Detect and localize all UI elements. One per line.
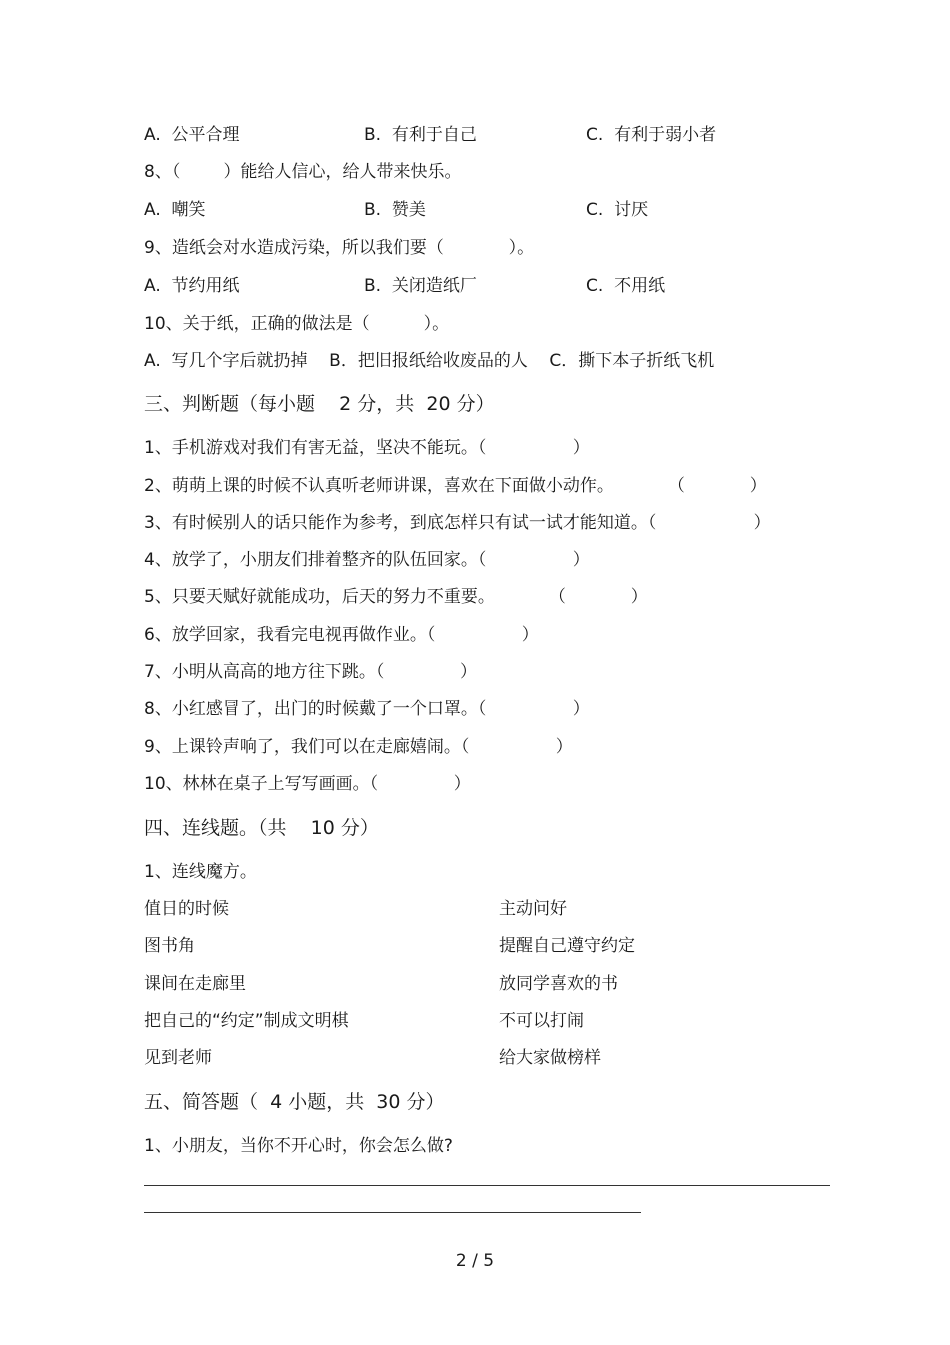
judge-item: 9、上课铃声响了，我们可以在走廊嬉闹。（ ）: [144, 737, 573, 757]
match-right-item: 主动问好: [499, 899, 567, 919]
short-answer-question: 1、小朋友，当你不开心时，你会怎么做?: [144, 1136, 453, 1156]
q8-stem: 8、（ ）能给人信心，给人带来快乐。: [144, 162, 462, 182]
match-right-item: 提醒自己遵守约定: [499, 936, 635, 956]
q9-option-b: B. 关闭造纸厂: [364, 276, 477, 296]
answer-line: [144, 1185, 830, 1186]
page-number: 2 / 5: [455, 1251, 495, 1271]
judge-item: 3、有时候别人的话只能作为参考，到底怎样只有试一试才能知道。（ ）: [144, 513, 771, 533]
judge-item: 5、只要天赋好就能成功，后天的努力不重要。 （ ）: [144, 587, 648, 607]
match-right-item: 放同学喜欢的书: [499, 974, 618, 994]
match-left-item: 课间在走廊里: [144, 974, 246, 994]
judge-item: 7、小明从高高的地方往下跳。（ ）: [144, 662, 477, 682]
match-right-item: 给大家做榜样: [499, 1048, 601, 1068]
q8-option-a: A. 嘲笑: [144, 200, 206, 220]
section3-title: 三、判断题（每小题 2 分，共 20 分）: [144, 393, 495, 415]
judge-item: 8、小红感冒了，出门的时候戴了一个口罩。（ ）: [144, 699, 590, 719]
judge-item: 6、放学回家，我看完电视再做作业。（ ）: [144, 625, 539, 645]
q9-stem: 9、造纸会对水造成污染，所以我们要（ ）。: [144, 238, 535, 258]
section4-title: 四、连线题。（共 10 分）: [144, 817, 379, 839]
q9-option-a: A. 节约用纸: [144, 276, 240, 296]
judge-item: 2、萌萌上课的时候不认真听老师讲课，喜欢在下面做小动作。 （ ）: [144, 476, 767, 496]
match-left-item: 图书角: [144, 936, 195, 956]
q10-stem: 10、关于纸，正确的做法是（ ）。: [144, 314, 450, 334]
section5-title: 五、简答题（ 4 小题，共 30 分）: [144, 1091, 445, 1113]
q7-option-b: B. 有利于自己: [364, 125, 477, 145]
judge-item: 1、手机游戏对我们有害无益，坚决不能玩。（ ）: [144, 438, 590, 458]
q10-options: A. 写几个字后就扔掉 B．把旧报纸给收废品的人 C．撕下本子折纸飞机: [144, 351, 715, 371]
match-right-item: 不可以打闹: [499, 1011, 584, 1031]
answer-line: [144, 1212, 641, 1213]
q9-option-c: C. 不用纸: [586, 276, 666, 296]
matching-question: 1、连线魔方。: [144, 862, 257, 882]
judge-item: 10、林林在桌子上写写画画。（ ）: [144, 774, 471, 794]
judge-item: 4、放学了，小朋友们排着整齐的队伍回家。（ ）: [144, 550, 590, 570]
match-left-item: 把自己的“约定”制成文明棋: [144, 1011, 349, 1031]
q8-option-b: B. 赞美: [364, 200, 426, 220]
q7-option-a: A. 公平合理: [144, 125, 240, 145]
q7-option-c: C. 有利于弱小者: [586, 125, 717, 145]
match-left-item: 见到老师: [144, 1048, 212, 1068]
q8-option-c: C. 讨厌: [586, 200, 649, 220]
match-left-item: 值日的时候: [144, 899, 229, 919]
